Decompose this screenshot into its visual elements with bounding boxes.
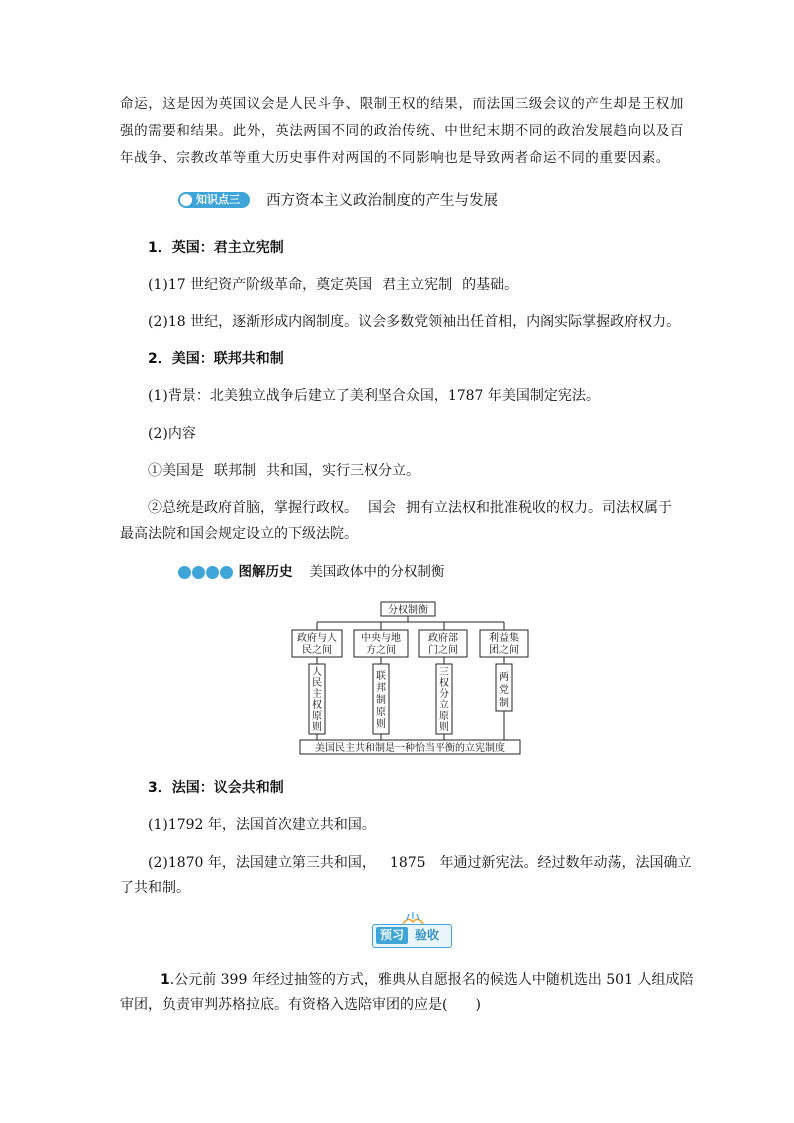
france-item-1: (1)1792 年，法国首次建立共和国。 [148,817,376,833]
diagram-principle-3-char: 权 [439,678,449,689]
diagram-principle-2-char: 制 [376,695,386,706]
diagram-principle-3-char: 立 [439,700,449,711]
diagram-principle-2-char: 邦 [376,683,386,694]
diagram-caption [178,562,444,582]
diagram-principle-4-char: 党 [499,685,509,696]
diagram-branch-3-line-1: 政府部 [428,633,458,644]
england-heading: 1．英国：君主立宪制 [148,240,284,256]
usa-point-1 [148,461,420,481]
separation-of-powers-diagram [280,595,540,760]
usa-point-2-pre: ②总统是政府首脑，掌握行政权。 [148,500,358,516]
diagram-principle-3-char: 则 [439,722,449,733]
diagram-principle-1-char: 人 [312,667,322,678]
diagram-branch-4-line-2: 团之间 [489,645,519,656]
diagram-principle-2-char: 原 [376,707,386,718]
diagram-branch-1-line-1: 政府与人 [297,633,337,644]
section-title: 西方资本主义政治制度的产生与发展 [266,193,498,209]
usa-content-label: (2)内容 [148,426,196,442]
usa-background: (1)背景：北美独立战争后建立了美利坚合众国，1787 年美国制定宪法。 [148,388,600,404]
badge-label: 知识点三 [196,193,240,206]
diagram-principle-4-char: 两 [499,672,509,683]
france-item-2-line-2: 了共和制。 [120,880,190,896]
usa-heading: 2．美国：联邦共和制 [148,351,284,367]
intro-line-3: 年战争、宗教改革等重大历史事件对两国的不同影响也是导致两者命运不同的重要因素。 [120,150,670,166]
england-item-2: (2)18 世纪，逐渐形成内阁制度。议会多数党领袖出任首相，内阁实际掌握政府权力。 [148,314,681,330]
france-item-2 [148,853,692,873]
usa-point-2-line-2: 最高法院和国会规定设立的下级法院。 [120,526,358,542]
usa-point-1-answer: 联邦制 [214,463,256,479]
diagram-principle-3-char: 三 [439,667,449,678]
usa-point-2-answer: 国会 [368,500,396,516]
diagram-principle-4-char: 制 [499,698,509,709]
diagram-root-label: 分权制衡 [388,605,428,616]
france-heading: 3．法国：议会共和制 [148,780,284,796]
knowledge-point-badge [178,192,250,208]
caption-dots-icon [178,564,234,580]
diagram-conclusion-label: 美国民主共和制是一种恰当平衡的立宪制度 [315,743,505,754]
diagram-principle-1-char: 主 [312,689,322,700]
england-item-1 [148,275,518,295]
diagram-branch-4-line-1: 利益集 [489,633,519,644]
diagram-principle-1-char: 原 [312,711,322,722]
diagram-branch-1-line-2: 民之间 [302,645,332,656]
diagram-principle-1-char: 权 [312,700,322,711]
diagram-principle-2-char: 则 [376,719,386,730]
usa-point-1-post: 共和国，实行三权分立。 [266,463,420,479]
question-line-1: .公元前 399 年经过抽签的方式，雅典从自愿报名的候选人中随机选出 501 人组成陪 [169,972,694,988]
question-line-2: 审团，负责审判苏格拉底。有资格入选陪审团的应是( ) [120,997,481,1013]
diagram-principle-2-char: 联 [376,671,386,682]
preview-badge-right: 验收 [415,928,440,942]
usa-point-2 [148,498,672,518]
question-1 [160,970,693,990]
intro-line-1: 命运，这是因为英国议会是人民斗争、限制王权的结果，而法国三级会议的产生却是王权加 [120,96,684,112]
usa-point-2-post: 拥有立法权和批准税收的权力。司法权属于 [406,500,672,516]
diagram-caption-title: 美国政体中的分权制衡 [309,564,445,580]
usa-point-1-pre: ①美国是 [148,463,204,479]
diagram-principle-3-char: 原 [439,711,449,722]
diagram-principle-1-char: 民 [312,678,322,689]
france-item-2-post: 年通过新宪法。经过数年动荡，法国确立 [439,855,692,871]
diagram-principle-1-char: 则 [312,722,322,733]
france-item-2-pre: (2)1870 年，法国建立第三共和国， [148,855,376,871]
book-icon [401,912,425,926]
england-item-1-post: 的基础。 [462,277,519,293]
england-item-1-answer: 君主立宪制 [382,277,453,293]
diagram-principle-3-char: 分 [439,689,449,700]
france-item-2-answer: 1875 [389,855,426,871]
england-item-1-pre: (1)17 世纪资产阶级革命，奠定英国 [148,277,373,293]
preview-check-badge [372,924,452,948]
diagram-branch-3-line-2: 门之间 [428,645,458,656]
badge-dot-icon [180,194,192,206]
question-number: 1 [160,972,170,988]
diagram-branch-2-line-2: 方之间 [366,645,396,656]
diagram-branch-2-line-1: 中央与地 [361,633,401,644]
diagram-caption-prefix: 图解历史 [238,564,293,580]
intro-line-2: 强的需要和结果。此外，英法两国不同的政治传统、中世纪末期不同的政治发展趋向以及百 [120,123,684,139]
preview-badge-left: 预习 [376,927,408,944]
